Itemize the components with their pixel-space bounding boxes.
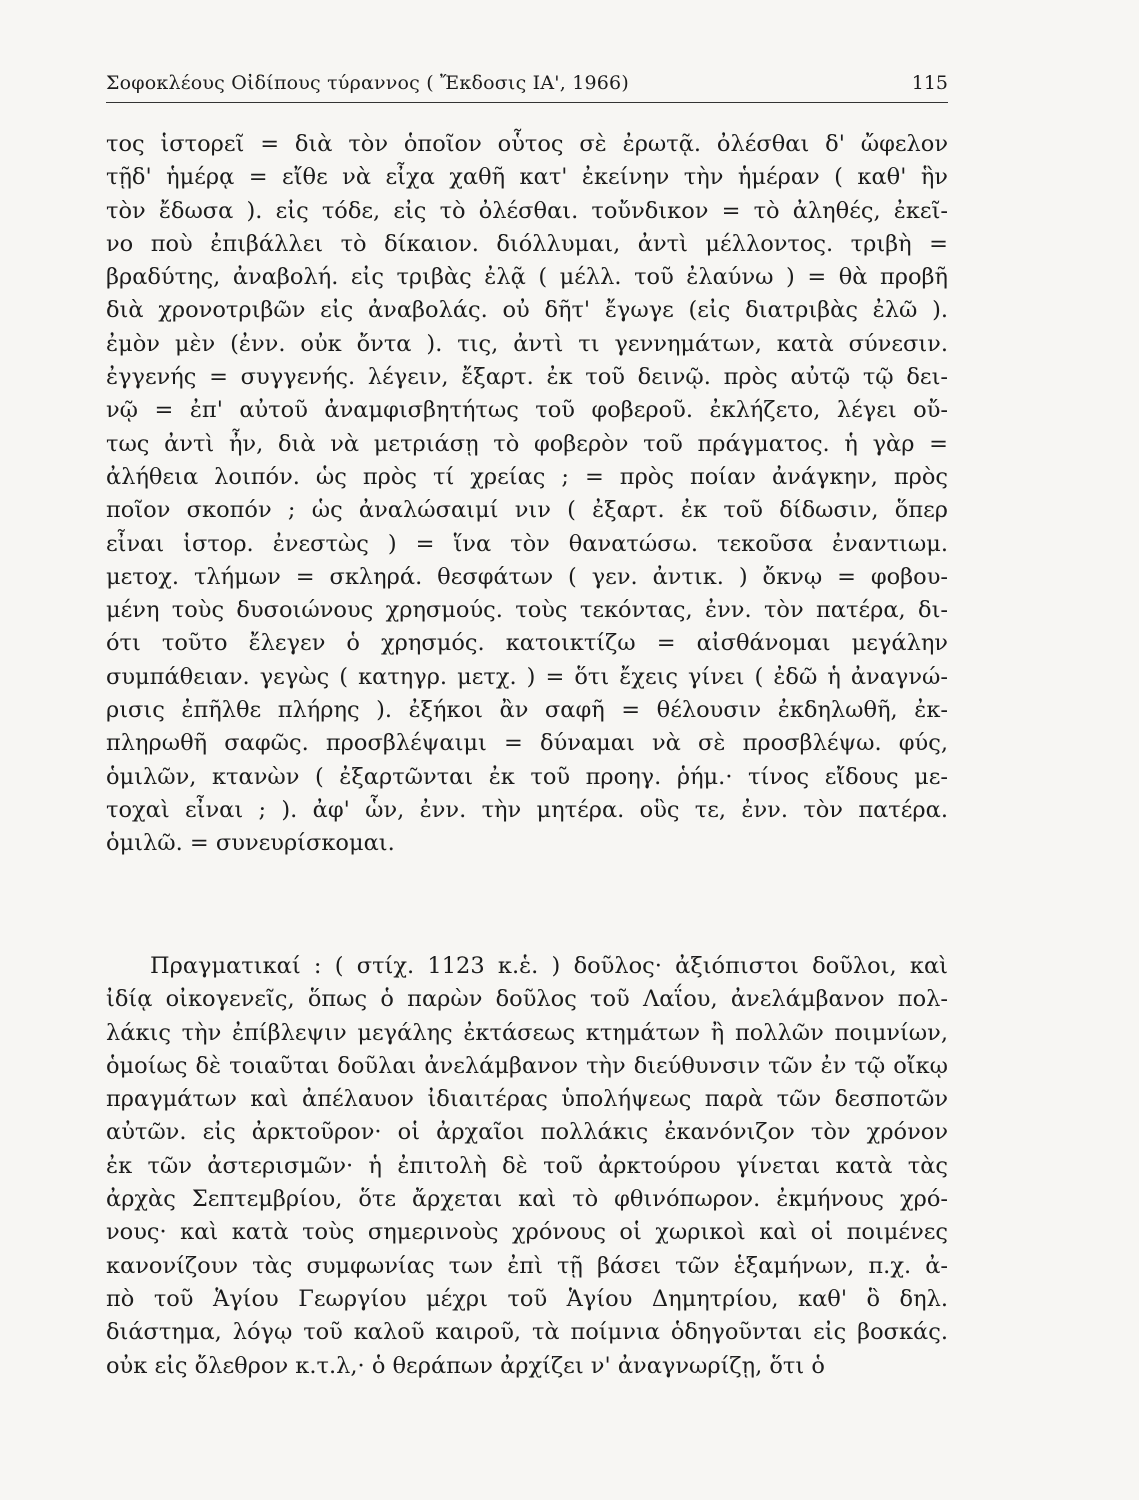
text-line: νους· καὶ κατὰ τοὺς σημερινοὺς χρόνους οἱ χωρικοὶ καὶ οἱ ποιμένες bbox=[106, 1219, 948, 1246]
text-line: πὸ τοῦ Ἁγίου Γεωργίου μέχρι τοῦ Ἁγίου Δημητρίου, καθ' ὃ δηλ. bbox=[106, 1285, 948, 1312]
commentary-paragraph-2 bbox=[106, 950, 948, 1383]
text-line: εἶναι ἱστορ. ἐνεστὼς ) = ἵνα τὸν θανατώσω. τεκοῦσα ἐναντιωμ. bbox=[106, 530, 948, 557]
text-line: ἀρχὰς Σεπτεμβρίου, ὅτε ἄρχεται καὶ τὸ φθινόπωρον. ἐκμήνους χρό- bbox=[106, 1186, 948, 1213]
text-line: πληρωθῆ σαφῶς. προσβλέψαιμι = δύναμαι νὰ σὲ προσβλέψω. φύς, bbox=[106, 730, 948, 757]
text-line: αὐτῶν. εἰς ἀρκτοῦρον· οἱ ἀρχαῖοι πολλάκις ἐκανόνιζον τὸν χρόνον bbox=[106, 1119, 948, 1146]
text-line: τως ἀντὶ ἦν, διὰ νὰ μετριάσῃ τὸ φοβερὸν τοῦ πράγματος. ἡ γὰρ = bbox=[106, 430, 948, 457]
text-line: τὸν ἔδωσα ). εἰς τόδε, εἰς τὸ ὀλέσθαι. τοὔνδικον = τὸ ἀληθές, ἐκεῖ- bbox=[106, 197, 948, 224]
text-line: ὁμοίως δὲ τοιαῦται δοῦλαι ἀνελάμβανον τὴν διεύθυνσιν τῶν ἐν τῷ οἴκῳ bbox=[106, 1052, 948, 1079]
text-line: διάστημα, λόγῳ τοῦ καλοῦ καιροῦ, τὰ ποίμνια ὁδηγοῦνται εἰς βοσκάς. bbox=[106, 1319, 948, 1346]
text-line: ἀλήθεια λοιπόν. ὡς πρὸς τί χρείας ; = πρὸς ποίαν ἀνάγκην, πρὸς bbox=[106, 463, 948, 490]
text-line: ἐκ τῶν ἀστερισμῶν· ἡ ἐπιτολὴ δὲ τοῦ ἀρκτούρου γίνεται κατὰ τὰς bbox=[106, 1152, 948, 1179]
text-line: πραγμάτων καὶ ἀπέλαυον ἰδιαιτέρας ὑπολήψεως παρὰ τῶν δεσποτῶν bbox=[106, 1086, 948, 1113]
running-title: Σοφοκλέους Οἰδίπους τύραννος ( Ἔκδοσις ΙΑ', 1966) bbox=[106, 72, 629, 94]
text-line: ὁμιλῶ. = συνευρίσκομαι. bbox=[106, 830, 395, 857]
text-line: ποῖον σκοπόν ; ὡς ἀναλώσαιμί νιν ( ἐξαρτ. ἐκ τοῦ δίδωσιν, ὅπερ bbox=[106, 497, 948, 524]
text-line: νῷ = ἐπ' αὐτοῦ ἀναμφισβητήτως τοῦ φοβεροῦ. ἐκλήζετο, λέγει οὔ- bbox=[106, 397, 948, 424]
text-line: τος ἱστορεῖ = διὰ τὸν ὁποῖον οὗτος σὲ ἐρωτᾷ. ὀλέσθαι δ' ὤφελον bbox=[106, 131, 948, 157]
text-line: ἐγγενής = συγγενής. λέγειν, ἔξαρτ. ἐκ τοῦ δεινῷ. πρὸς αὐτῷ τῷ δει- bbox=[106, 364, 948, 391]
text-line: λάκις τὴν ἐπίβλεψιν μεγάλης ἐκτάσεως κτημάτων ἢ πολλῶν ποιμνίων, bbox=[106, 1019, 948, 1046]
text-line: βραδύτης, ἀναβολή. εἰς τριβὰς ἐλᾷ ( μέλλ. τοῦ ἐλαύνω ) = θὰ προβῆ bbox=[106, 264, 948, 291]
text-line: τοχαὶ εἶναι ; ). ἀφ' ὧν, ἐνν. τὴν μητέρα. οὓς τε, ἐνν. τὸν πατέρα. bbox=[106, 796, 948, 823]
text-line: μετοχ. τλήμων = σκληρά. θεσφάτων ( γεν. ἀντικ. ) ὄκνῳ = φοβου- bbox=[106, 563, 948, 590]
text-line: διὰ χρονοτριβῶν εἰς ἀναβολάς. οὐ δῆτ' ἔγωγε (εἰς διατριβὰς ἐλῶ ). bbox=[106, 297, 948, 324]
commentary-paragraph-1 bbox=[106, 128, 948, 861]
text-line: ρισις ἐπῆλθε πλήρης ). ἐξήκοι ἂν σαφῆ = θέλουσιν ἐκδηλωθῆ, ἐκ- bbox=[106, 697, 948, 724]
text-line: οὐκ εἰς ὄλεθρον κ.τ.λ,· ὁ θεράπων ἀρχίζει ν' ἀναγνωρίζῃ, ὅτι ὁ bbox=[106, 1352, 825, 1379]
text-line: Πραγματικαί : ( στίχ. 1123 κ.ἑ. ) δοῦλος· ἀξιόπιστοι δοῦλοι, καὶ bbox=[150, 953, 948, 979]
page-number: 115 bbox=[911, 72, 948, 94]
text-line: ἐμὸν μὲν (ἐνν. οὐκ ὄντα ). τις, ἀντὶ τι γεννημάτων, κατὰ σύνεσιν. bbox=[106, 330, 948, 357]
text-line: ὁμιλῶν, κτανὼν ( ἐξαρτῶνται ἐκ τοῦ προηγ. ῥήμ.· τίνος εἴδους με- bbox=[106, 763, 948, 790]
text-line: συμπάθειαν. γεγὼς ( κατηγρ. μετχ. ) = ὅτι ἔχεις γίνει ( ἐδῶ ἡ ἀναγνώ- bbox=[106, 663, 948, 690]
running-header bbox=[106, 72, 948, 103]
text-line: κανονίζουν τὰς συμφωνίας των ἐπὶ τῇ βάσει τῶν ἑξαμήνων, π.χ. ἀ- bbox=[106, 1252, 948, 1279]
text-line: μένη τοὺς δυσοιώνους χρησμούς. τοὺς τεκόντας, ἐνν. τὸν πατέρα, δι- bbox=[106, 597, 948, 624]
text-line: νο ποὺ ἐπιβάλλει τὸ δίκαιον. διόλλυμαι, ἀντὶ μέλλοντος. τριβὴ = bbox=[106, 230, 948, 257]
text-line: τῇδ' ἡμέρᾳ = εἴθε νὰ εἶχα χαθῆ κατ' ἐκείνην τὴν ἡμέραν ( καθ' ἣν bbox=[106, 164, 948, 191]
text-line: ότι τοῦτο ἔλεγεν ὁ χρησμός. κατοικτίζω = αἰσθάνομαι μεγάλην bbox=[106, 630, 948, 657]
text-line: ἰδίᾳ οἰκογενεῖς, ὅπως ὁ παρὼν δοῦλος τοῦ Λαΐου, ἀνελάμβανον πολ- bbox=[106, 986, 948, 1013]
